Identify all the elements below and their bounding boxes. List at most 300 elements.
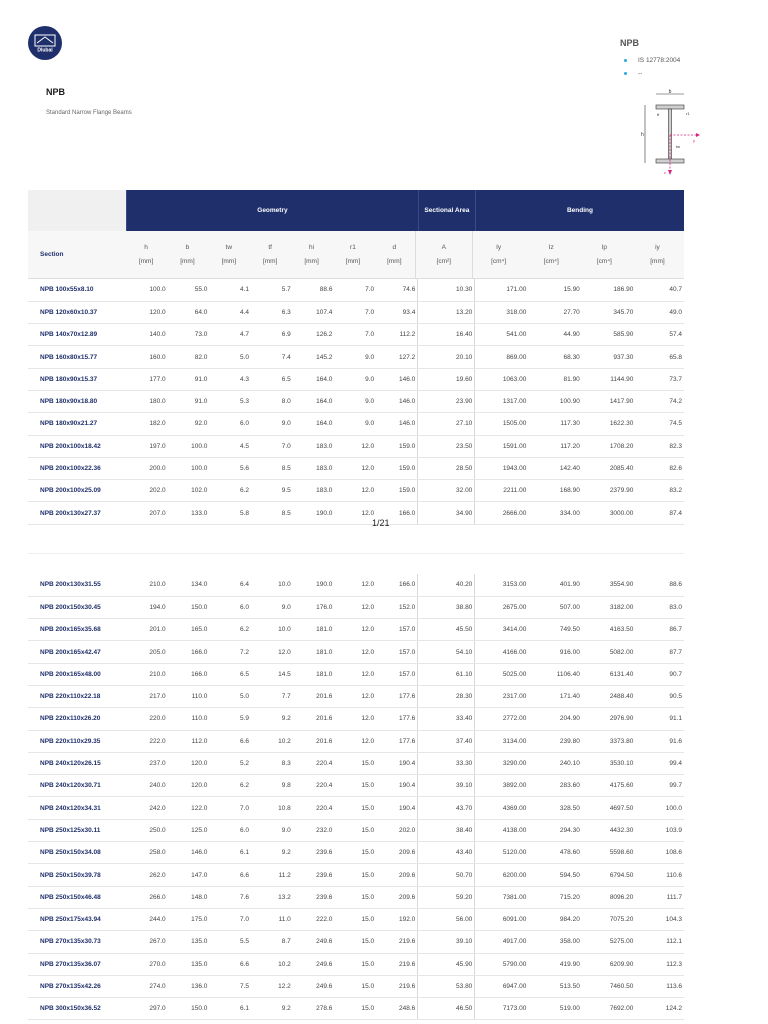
section-name-cell: NPB 240x120x26.15 [28,752,126,774]
value-cell: 157.0 [376,641,418,663]
value-cell: 110.6 [635,864,684,886]
value-cell: 258.0 [126,842,168,864]
standards-list [622,54,680,80]
value-cell: 6091.00 [475,908,529,930]
document-title: NPB [46,87,66,97]
value-cell: 328.50 [528,797,582,819]
value-cell: 507.00 [528,596,582,618]
value-cell: 59.20 [418,886,475,908]
value-cell: 15.0 [334,953,376,975]
value-cell: 202.0 [376,819,418,841]
value-cell: 240.0 [126,775,168,797]
section-name-cell: NPB 220x110x26.20 [28,708,126,730]
value-cell: 3530.10 [582,752,636,774]
value-cell: 318.00 [475,301,529,323]
value-cell: 39.10 [418,931,475,953]
value-cell: 111.7 [635,886,684,908]
value-cell: 11.0 [251,908,293,930]
value-cell: 12.0 [334,480,376,502]
value-cell: 478.60 [528,842,582,864]
value-cell: 9.2 [251,842,293,864]
value-cell: 145.2 [293,346,335,368]
value-cell: 15.0 [334,886,376,908]
label-h: h [641,132,644,138]
value-cell: 12.2 [251,975,293,997]
value-cell: 6794.50 [582,864,636,886]
value-cell: 164.0 [293,390,335,412]
section-name-cell: NPB 200x165x42.47 [28,641,126,663]
value-cell: 100.0 [126,279,168,301]
value-cell: 146.0 [376,413,418,435]
value-cell: 5.2 [209,752,251,774]
value-cell: 120.0 [168,775,210,797]
value-cell: 81.90 [528,368,582,390]
value-cell: 6.6 [209,864,251,886]
value-cell: 133.0 [168,502,210,524]
value-cell: 117.20 [528,435,582,457]
value-cell: 9.2 [251,998,293,1020]
value-cell: 190.4 [376,752,418,774]
value-cell: 239.80 [528,730,582,752]
value-cell: 2976.90 [582,708,636,730]
value-cell: 7.7 [251,685,293,707]
value-cell: 9.0 [251,596,293,618]
value-cell: 57.4 [635,324,684,346]
value-cell: 10.2 [251,730,293,752]
table-row [28,819,684,841]
value-cell: 124.2 [635,998,684,1020]
value-cell: 4163.50 [582,619,636,641]
value-cell: 9.5 [251,480,293,502]
value-cell: 110.0 [168,685,210,707]
value-cell: 270.0 [126,953,168,975]
value-cell: 12.0 [334,457,376,479]
value-cell: 248.6 [376,998,418,1020]
value-cell: 249.6 [293,931,335,953]
value-cell: 3892.00 [475,775,529,797]
value-cell: 222.0 [126,730,168,752]
value-cell: 87.4 [635,502,684,524]
table-header [28,190,684,279]
value-cell: 55.0 [168,279,210,301]
value-cell: 6200.00 [475,864,529,886]
col-h: h [mm] [138,244,154,265]
value-cell: 6.6 [209,730,251,752]
value-cell: 134.0 [168,574,210,596]
col-A: A [cm²] [415,231,472,278]
table-row [28,368,684,390]
value-cell: 715.20 [528,886,582,908]
value-cell: 150.0 [168,998,210,1020]
value-cell: 6.0 [209,596,251,618]
col-d: d [mm] [387,244,402,265]
value-cell: 201.6 [293,730,335,752]
value-cell: 11.2 [251,864,293,886]
table-row [28,998,684,1020]
value-cell: 6.5 [251,368,293,390]
value-cell: 7173.00 [475,998,529,1020]
value-cell: 92.0 [168,413,210,435]
section-name-cell: NPB 200x130x31.55 [28,574,126,596]
value-cell: 4175.60 [582,775,636,797]
value-cell: 267.0 [126,931,168,953]
value-cell: 274.0 [126,975,168,997]
value-cell: 135.0 [168,931,210,953]
value-cell: 197.0 [126,435,168,457]
value-cell: 16.40 [418,324,475,346]
value-cell: 61.10 [418,663,475,685]
document-subtitle: Standard Narrow Flange Beams [46,110,132,116]
value-cell: 73.7 [635,368,684,390]
value-cell: 15.0 [334,931,376,953]
value-cell: 90.5 [635,685,684,707]
value-cell: 112.3 [635,953,684,975]
value-cell: 5.5 [209,931,251,953]
value-cell: 5082.00 [582,641,636,663]
col-Ip: Ip [cm⁴] [596,244,612,265]
value-cell: 3290.00 [475,752,529,774]
value-cell: 100.0 [168,435,210,457]
section-table-page-2 [28,574,684,1020]
value-cell: 1144.90 [582,368,636,390]
value-cell: 2379.90 [582,480,636,502]
value-cell: 177.0 [126,368,168,390]
value-cell: 40.7 [635,279,684,301]
value-cell: 7075.20 [582,908,636,930]
value-cell: 1317.00 [475,390,529,412]
value-cell: 147.0 [168,864,210,886]
label-r1: r1 [686,111,690,116]
value-cell: 222.0 [293,908,335,930]
value-cell: 7692.00 [582,998,636,1020]
value-cell: 1106.40 [528,663,582,685]
value-cell: 91.0 [168,390,210,412]
value-cell: 2772.00 [475,708,529,730]
value-cell: 219.6 [376,953,418,975]
value-cell: 7.0 [209,797,251,819]
value-cell: 12.0 [334,685,376,707]
value-cell: 15.0 [334,797,376,819]
value-cell: 27.70 [528,301,582,323]
section-name-cell: NPB 200x165x48.00 [28,663,126,685]
value-cell: 8.0 [251,390,293,412]
value-cell: 12.0 [334,730,376,752]
section-column-header: Section [40,251,64,258]
value-cell: 152.0 [376,596,418,618]
value-cell: 33.40 [418,708,475,730]
col-iy: iy [mm] [650,244,665,265]
value-cell: 5790.00 [475,953,529,975]
value-cell: 2488.40 [582,685,636,707]
table-row [28,975,684,997]
value-cell: 13.2 [251,886,293,908]
header-blank [28,190,126,231]
value-cell: 74.5 [635,413,684,435]
table-row [28,279,684,301]
value-cell: 15.0 [334,975,376,997]
value-cell: 12.0 [334,435,376,457]
value-cell: 175.0 [168,908,210,930]
label-z: z [664,170,666,175]
value-cell: 8.3 [251,752,293,774]
section-name-cell: NPB 220x110x29.35 [28,730,126,752]
section-name-cell: NPB 180x90x15.37 [28,368,126,390]
value-cell: 249.6 [293,953,335,975]
value-cell: 53.80 [418,975,475,997]
value-cell: 136.0 [168,975,210,997]
value-cell: 159.0 [376,457,418,479]
section-name-cell: NPB 250x150x34.08 [28,842,126,864]
value-cell: 244.0 [126,908,168,930]
value-cell: 180.0 [126,390,168,412]
value-cell: 28.30 [418,685,475,707]
value-cell: 157.0 [376,663,418,685]
value-cell: 100.0 [168,457,210,479]
value-cell: 200.0 [126,457,168,479]
value-cell: 99.4 [635,752,684,774]
value-cell: 120.0 [126,301,168,323]
section-table-page-1 [28,279,684,525]
table-row [28,502,684,524]
value-cell: 937.30 [582,346,636,368]
value-cell: 38.80 [418,596,475,618]
value-cell: 220.4 [293,752,335,774]
value-cell: 88.6 [635,574,684,596]
value-cell: 50.70 [418,864,475,886]
value-cell: 8.7 [251,931,293,953]
section-name-cell: NPB 120x60x10.37 [28,301,126,323]
value-cell: 345.70 [582,301,636,323]
col-tf: tf [mm] [262,244,278,265]
standards-item: IS 12778:2004 [622,54,680,67]
value-cell: 207.0 [126,502,168,524]
value-cell: 112.2 [376,324,418,346]
table-row [28,413,684,435]
value-cell: 239.6 [293,842,335,864]
value-cell: 73.0 [168,324,210,346]
value-cell: 4138.00 [475,819,529,841]
section-name-cell: NPB 250x175x43.94 [28,908,126,930]
svg-text:Dlubal: Dlubal [37,47,53,53]
value-cell: 110.0 [168,708,210,730]
col-Iz: Iz [cm⁴] [543,244,559,265]
value-cell: 7460.50 [582,975,636,997]
section-name-cell: NPB 250x150x39.78 [28,864,126,886]
group-geometry: Geometry [126,190,418,231]
value-cell: 10.2 [251,953,293,975]
value-cell: 190.4 [376,775,418,797]
table-row [28,619,684,641]
value-cell: 104.3 [635,908,684,930]
value-cell: 46.50 [418,998,475,1020]
value-cell: 201.6 [293,685,335,707]
value-cell: 5.3 [209,390,251,412]
i-beam-section-diagram [636,88,702,178]
value-cell: 177.6 [376,685,418,707]
value-cell: 204.90 [528,708,582,730]
value-cell: 120.0 [168,752,210,774]
value-cell: 217.0 [126,685,168,707]
value-cell: 86.7 [635,619,684,641]
value-cell: 294.30 [528,819,582,841]
value-cell: 91.1 [635,708,684,730]
value-cell: 100.0 [635,797,684,819]
value-cell: 4432.30 [582,819,636,841]
value-cell: 171.00 [475,279,529,301]
section-name-cell: NPB 270x135x36.07 [28,953,126,975]
value-cell: 2085.40 [582,457,636,479]
value-cell: 82.3 [635,435,684,457]
value-cell: 190.0 [293,502,335,524]
value-cell: 205.0 [126,641,168,663]
value-cell: 250.0 [126,819,168,841]
value-cell: 9.8 [251,775,293,797]
value-cell: 2675.00 [475,596,529,618]
value-cell: 181.0 [293,663,335,685]
table-row [28,596,684,618]
table-row [28,864,684,886]
value-cell: 3373.80 [582,730,636,752]
value-cell: 6.1 [209,998,251,1020]
label-tw: tw [676,144,680,149]
table-row [28,435,684,457]
value-cell: 181.0 [293,641,335,663]
section-name-cell: NPB 160x80x15.77 [28,346,126,368]
col-hi: hi [mm] [304,244,319,265]
value-cell: 3182.00 [582,596,636,618]
value-cell: 160.0 [126,346,168,368]
value-cell: 6.1 [209,842,251,864]
value-cell: 20.10 [418,346,475,368]
value-cell: 4369.00 [475,797,529,819]
value-cell: 6.0 [209,413,251,435]
value-cell: 15.0 [334,998,376,1020]
section-name-cell: NPB 200x100x18.42 [28,435,126,457]
value-cell: 4917.00 [475,931,529,953]
value-cell: 6.5 [209,663,251,685]
value-cell: 262.0 [126,864,168,886]
value-cell: 164.0 [293,368,335,390]
value-cell: 12.0 [334,708,376,730]
value-cell: 6.0 [209,819,251,841]
value-cell: 181.0 [293,619,335,641]
value-cell: 869.00 [475,346,529,368]
section-name-cell: NPB 200x150x30.45 [28,596,126,618]
value-cell: 32.00 [418,480,475,502]
table-row [28,574,684,596]
value-cell: 37.40 [418,730,475,752]
value-cell: 5.7 [251,279,293,301]
value-cell: 209.6 [376,842,418,864]
value-cell: 82.0 [168,346,210,368]
table-row [28,797,684,819]
table-row [28,346,684,368]
label-b: b [668,89,672,95]
value-cell: 12.0 [334,663,376,685]
value-cell: 6947.00 [475,975,529,997]
value-cell: 93.4 [376,301,418,323]
value-cell: 2211.00 [475,480,529,502]
section-name-cell: NPB 270x135x42.26 [28,975,126,997]
value-cell: 44.90 [528,324,582,346]
section-name-cell: NPB 200x100x25.09 [28,480,126,502]
value-cell: 9.0 [334,413,376,435]
value-cell: 15.90 [528,279,582,301]
value-cell: 9.0 [334,346,376,368]
value-cell: 6.9 [251,324,293,346]
value-cell: 1943.00 [475,457,529,479]
value-cell: 183.0 [293,435,335,457]
value-cell: 10.0 [251,619,293,641]
value-cell: 7.0 [334,301,376,323]
value-cell: 7381.00 [475,886,529,908]
value-cell: 201.6 [293,708,335,730]
value-cell: 82.6 [635,457,684,479]
value-cell: 240.10 [528,752,582,774]
value-cell: 83.2 [635,480,684,502]
value-cell: 916.00 [528,641,582,663]
table-row [28,730,684,752]
value-cell: 585.90 [582,324,636,346]
value-cell: 74.6 [376,279,418,301]
value-cell: 45.90 [418,953,475,975]
value-cell: 39.10 [418,775,475,797]
section-name-cell: NPB 180x90x21.27 [28,413,126,435]
section-name-cell: NPB 270x135x30.73 [28,931,126,953]
table-row [28,324,684,346]
value-cell: 166.0 [376,574,418,596]
value-cell: 171.40 [528,685,582,707]
col-r1: r1 [mm] [345,244,361,265]
value-cell: 112.1 [635,931,684,953]
value-cell: 190.0 [293,574,335,596]
value-cell: 150.0 [168,596,210,618]
value-cell: 194.0 [126,596,168,618]
table-row [28,953,684,975]
value-cell: 12.0 [334,574,376,596]
value-cell: 135.0 [168,953,210,975]
value-cell: 4.1 [209,279,251,301]
value-cell: 4.4 [209,301,251,323]
value-cell: 6.4 [209,574,251,596]
value-cell: 159.0 [376,480,418,502]
value-cell: 54.10 [418,641,475,663]
value-cell: 9.0 [334,390,376,412]
value-cell: 2666.00 [475,502,529,524]
group-sectional-area: Sectional Area [418,190,475,231]
value-cell: 159.0 [376,435,418,457]
table-row [28,301,684,323]
value-cell: 33.30 [418,752,475,774]
value-cell: 103.9 [635,819,684,841]
value-cell: 3153.00 [475,574,529,596]
value-cell: 43.70 [418,797,475,819]
value-cell: 210.0 [126,663,168,685]
value-cell: 15.0 [334,819,376,841]
value-cell: 519.00 [528,998,582,1020]
value-cell: 6209.90 [582,953,636,975]
value-cell: 177.6 [376,730,418,752]
value-cell: 9.0 [251,413,293,435]
value-cell: 8.5 [251,502,293,524]
value-cell: 38.40 [418,819,475,841]
value-cell: 91.6 [635,730,684,752]
value-cell: 166.0 [168,641,210,663]
value-cell: 4697.50 [582,797,636,819]
value-cell: 108.6 [635,842,684,864]
value-cell: 12.0 [334,641,376,663]
table-row [28,480,684,502]
